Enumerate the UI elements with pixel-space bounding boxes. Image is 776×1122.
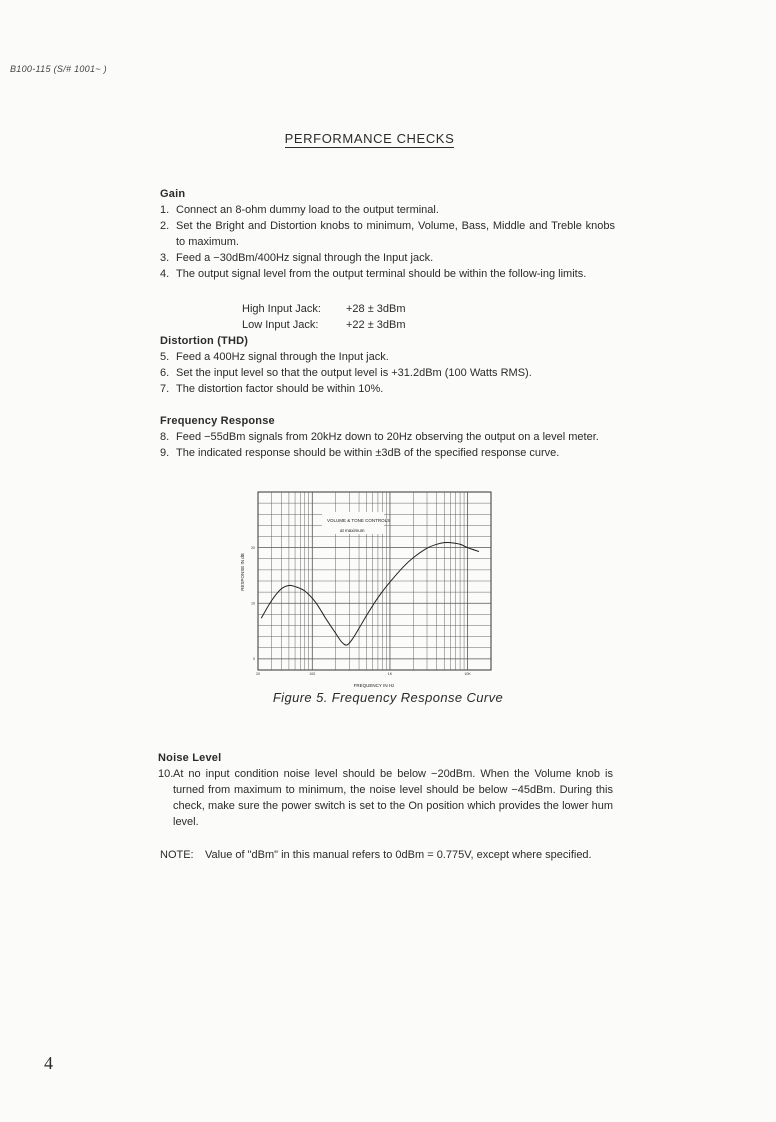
annotation-line-1: VOLUME & TONE CONTROLS bbox=[327, 518, 391, 523]
x-axis-label: FREQUENCY IN Hz bbox=[353, 683, 395, 688]
list-item: 9. The indicated response should be within ±3dB of the specified response curve. bbox=[160, 447, 560, 459]
gain-section bbox=[160, 186, 615, 282]
list-item: 7. The distortion factor should be within 10%. bbox=[160, 383, 384, 395]
x-tick-label: 100 bbox=[309, 672, 316, 676]
noise-heading: Noise Level bbox=[158, 752, 222, 764]
list-item: 2. Set the Bright and Distortion knobs to minimum, Volume, Bass, Middle and Treble knobs to maximum. bbox=[160, 220, 615, 248]
x-tick-label: 10K bbox=[464, 672, 471, 676]
page-number: 4 bbox=[44, 1053, 53, 1073]
gain-heading: Gain bbox=[160, 188, 186, 200]
note bbox=[160, 847, 610, 863]
response-curve bbox=[261, 542, 479, 645]
note-text: Value of "dBm" in this manual refers to 0dBm = 0.775V, except where specified. bbox=[205, 849, 592, 861]
note-label: NOTE: bbox=[160, 849, 194, 861]
frequency-section bbox=[160, 413, 615, 461]
list-item: 4. The output signal level from the output terminal should be within the follow-ing limits. bbox=[160, 268, 587, 280]
list-item: 1. Connect an 8-ohm dummy load to the output terminal. bbox=[160, 204, 439, 216]
y-tick-label: 20 bbox=[251, 545, 255, 550]
y-axis-label: RESPONSE IN dB bbox=[240, 553, 245, 591]
model-reference: B100-115 (S/# 1001~ ) bbox=[10, 64, 107, 74]
distortion-heading: Distortion (THD) bbox=[160, 335, 249, 347]
annotation-line-2: at maximum bbox=[340, 528, 365, 533]
figure-caption: Figure 5. Frequency Response Curve bbox=[272, 690, 504, 705]
limit-row: Low Input Jack: +22 ± 3dBm bbox=[242, 319, 406, 331]
y-tick-label: 0 bbox=[253, 657, 255, 662]
distortion-section bbox=[160, 333, 615, 397]
limit-row: High Input Jack: +28 ± 3dBm bbox=[242, 303, 406, 315]
list-item: 3. Feed a −30dBm/400Hz signal through the Input jack. bbox=[160, 252, 434, 264]
list-item: 5. Feed a 400Hz signal through the Input jack. bbox=[160, 351, 389, 363]
frequency-heading: Frequency Response bbox=[160, 415, 275, 427]
list-item: 6. Set the input level so that the output level is +31.2dBm (100 Watts RMS). bbox=[160, 367, 532, 379]
frequency-response-chart bbox=[230, 486, 500, 692]
x-tick-label: 20 bbox=[256, 672, 260, 676]
list-item: 10. At no input condition noise level should be below −20dBm. When the Volume knob is turned from maximum to minimum, the noise level should be below −45dBm. During this check, make sure the power switch is set to the On position which provides the lower hum level. bbox=[158, 768, 613, 828]
page-title: PERFORMANCE CHECKS bbox=[284, 131, 455, 146]
gain-limits bbox=[242, 301, 406, 333]
list-item: 8. Feed −55dBm signals from 20kHz down to 20Hz observing the output on a level meter. bbox=[160, 431, 599, 443]
noise-section bbox=[158, 750, 613, 830]
x-tick-label: 1K bbox=[387, 672, 393, 676]
y-tick-label: 10 bbox=[251, 601, 255, 606]
